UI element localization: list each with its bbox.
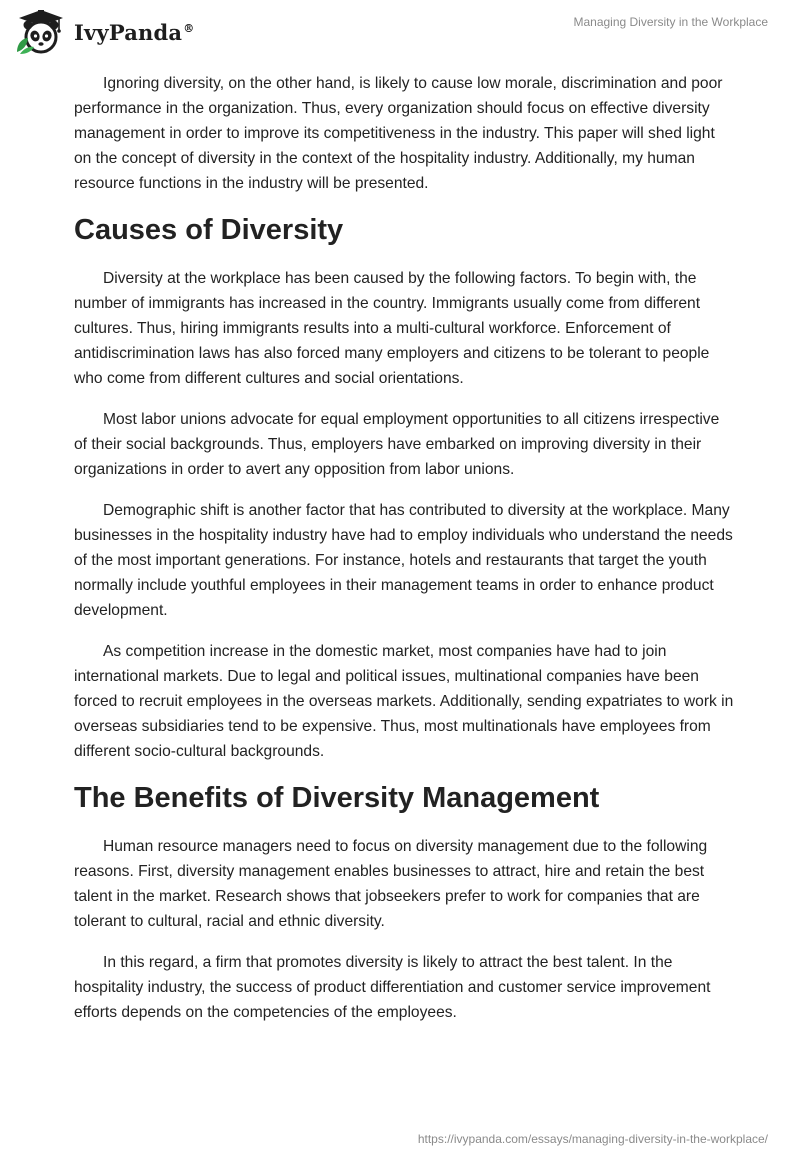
- paragraph: Diversity at the workplace has been caused by the following factors. To begin with, the number of immigrants has increased in the country. Immigrants usually come from different cultures. Thus, hiring immigrants results into a multi-cultural workforce. Enforcement of antidiscrimination laws has also forced many employers and citizens to be tolerant to people who come from different cultures and social orientations.: [74, 270, 710, 387]
- section-heading-benefits: The Benefits of Diversity Management: [74, 782, 600, 814]
- paragraph: Human resource managers need to focus on diversity management due to the following reasons. First, diversity management enables businesses to attract, hire and retain the best talent in the market. Research shows that jobseekers prefer to work for companies that are tolerant to cultural, racial and ethnic diversity.: [74, 838, 708, 930]
- ivypanda-logo[interactable]: [14, 8, 194, 56]
- section-heading-causes: Causes of Diversity: [74, 214, 344, 246]
- paragraph: As competition increase in the domestic market, most companies have had to join international markets. Due to legal and political issues, multinational companies have been forced to recruit employees in the overseas markets. Additionally, sending expatriates to work in overseas subsidiaries tend to be expensive. Thus, most multinationals have employees from different socio-cultural backgrounds.: [74, 643, 734, 760]
- paragraph: In this regard, a firm that promotes diversity is likely to attract the best talent. In the hospitality industry, the success of product differentiation and customer service improvement efforts depends on the competencies of the employees.: [74, 954, 711, 1021]
- paragraph: Demographic shift is another factor that has contributed to diversity at the workplace. Many businesses in the hospitality industry have had to employ individuals who understand the needs of the most important generations. For instance, hotels and restaurants that target the youth normally include youthful employees in their management teams in order to enhance product development.: [74, 502, 733, 619]
- document-title: Managing Diversity in the Workplace: [573, 15, 768, 29]
- page-header: [0, 0, 800, 62]
- intro-paragraph: Ignoring diversity, on the other hand, is likely to cause low morale, discrimination and poor performance in the organization. Thus, every organization should focus on effective diversity management in order to improve its competitiveness in the industry. This paper will shed light on the concept of diversity in the context of the hospitality industry. Additionally, my human resource functions in the industry will be presented.: [74, 75, 723, 192]
- panda-graduate-icon: [14, 8, 68, 56]
- source-url[interactable]: https://ivypanda.com/essays/managing-diversity-in-the-workplace/: [417, 1132, 768, 1146]
- registered-mark: ®: [183, 21, 195, 35]
- paragraph: Most labor unions advocate for equal employment opportunities to all citizens irrespective of their social backgrounds. Thus, employers have embarked on improving diversity in their organizations in order to avert any opposition from labor unions.: [74, 411, 720, 478]
- essay-content: [74, 71, 734, 1041]
- brand-name: IvyPanda®: [74, 19, 195, 45]
